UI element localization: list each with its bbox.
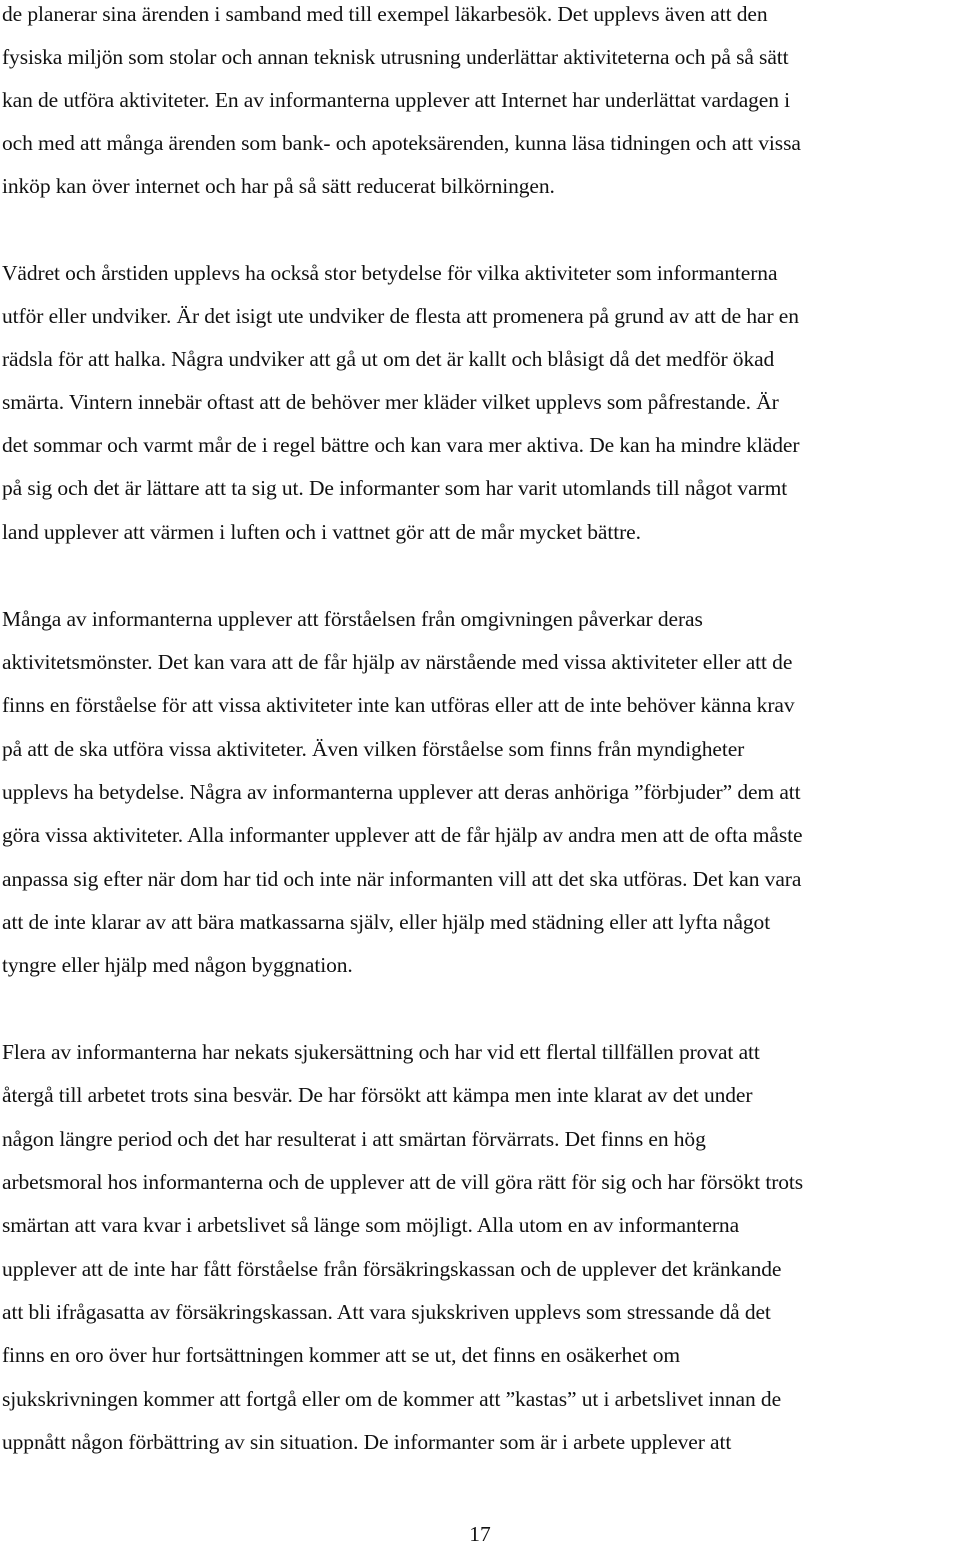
text-line: någon längre period och det har resulterat i att smärtan förvärrats. Det finns en hög [2,1127,706,1151]
text-line: på att de ska utföra vissa aktiviteter. Även vilken förståelse som finns från myndigheter [2,737,745,761]
text-line: arbetsmoral hos informanterna och de upplever att de vill göra rätt för sig och har försökt trots [2,1170,804,1194]
text-line: finns en oro över hur fortsättningen kommer att se ut, det finns en osäkerhet om [2,1343,681,1367]
text-line: anpassa sig efter när dom har tid och inte när informanten vill att det ska utföras. Det kan vara [2,867,802,891]
text-line: Flera av informanterna har nekats sjukersättning och har vid ett flertal tillfällen provat att [2,1040,760,1064]
page-number: 17 [469,1522,491,1546]
text-line: det sommar och varmt mår de i regel bättre och kan vara mer aktiva. De kan ha mindre kläder [2,433,800,457]
text-line: Vädret och årstiden upplevs ha också stor betydelse för vilka aktiviteter som informanterna [2,261,778,285]
text-line: finns en förståelse för att vissa aktiviteter inte kan utföras eller att de inte behöver känna krav [2,693,795,717]
text-line: att bli ifrågasatta av försäkringskassan. Att vara sjukskriven upplevs som stressande då det [2,1300,771,1324]
text-line: smärta. Vintern innebär oftast att de behöver mer kläder vilket upplevs som påfrestande. Är [2,390,779,414]
text-line: och med att många ärenden som bank- och apoteksärenden, kunna läsa tidningen och att vissa [2,131,801,155]
text-line: kan de utföra aktiviteter. En av informanterna upplever att Internet har underlättat vardagen i [2,88,791,112]
text-line: smärtan att vara kvar i arbetslivet så länge som möjligt. Alla utom en av informanterna [2,1213,740,1237]
text-line: Många av informanterna upplever att förståelsen från omgivningen påverkar deras [2,607,703,631]
text-line: utför eller undviker. Är det isigt ute undviker de flesta att promenera på grund av att de har en [2,304,799,328]
text-line: fysiska miljön som stolar och annan teknisk utrusning underlättar aktiviteterna och på så sätt [2,45,789,69]
text-line: återgå till arbetet trots sina besvär. De har försökt att kämpa men inte klarat av det under [2,1083,753,1107]
text-line: sjukskrivningen kommer att fortgå eller om de kommer att ”kastas” ut i arbetslivet innan de [2,1387,782,1411]
text-line: att de inte klarar av att bära matkassarna själv, eller hjälp med städning eller att lyfta något [2,910,771,934]
text-line: upplevs ha betydelse. Några av informanterna upplever att deras anhöriga ”förbjuder” dem att [2,780,801,804]
text-line: land upplever att värmen i luften och i vattnet gör att de mår mycket bättre. [2,520,641,544]
text-line: aktivitetsmönster. Det kan vara att de får hjälp av närstående med vissa aktiviteter eller att de [2,650,793,674]
text-line: tyngre eller hjälp med någon byggnation. [2,953,353,977]
text-line: inköp kan över internet och har på så sätt reducerat bilkörningen. [2,174,555,198]
text-line: på sig och det är lättare att ta sig ut. De informanter som har varit utomlands till något varmt [2,476,788,500]
text-line: upplever att de inte har fått förståelse från försäkringskassan och de upplever det kränkande [2,1257,782,1281]
text-line: göra vissa aktiviteter. Alla informanter upplever att de får hjälp av andra men att de ofta måste [2,823,803,847]
text-line: uppnått någon förbättring av sin situation. De informanter som är i arbete upplever att [2,1430,732,1454]
text-line: rädsla för att halka. Några undviker att gå ut om det är kallt och blåsigt då det medför ökad [2,347,775,371]
text-line: de planerar sina ärenden i samband med till exempel läkarbesök. Det upplevs även att den [2,2,768,26]
